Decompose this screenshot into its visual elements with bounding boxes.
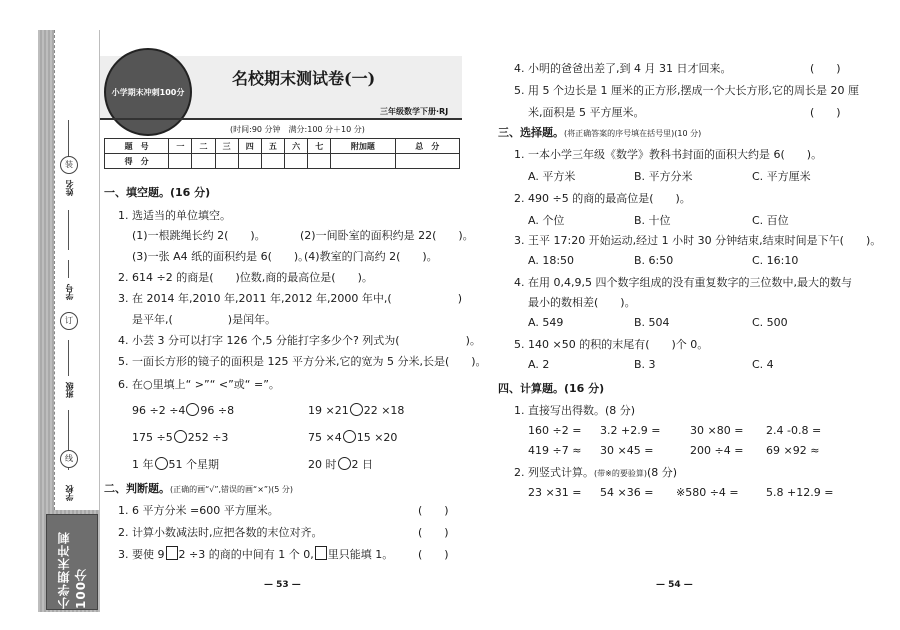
compare-circle[interactable] [343,430,356,443]
series-logo-text: 小学期末冲刺100分 [111,87,185,97]
question-1-4: (4)教室的门高约 2( )。 [304,250,438,263]
vertical-calc-item: 5.8 +12.9 = [766,486,834,499]
answer-paren[interactable]: ( ) [810,62,841,75]
score-cell[interactable] [261,154,284,169]
score-header-cell: 三 [215,139,238,154]
compare-item [308,430,397,444]
strip-label-class: 班级 [65,382,74,398]
question-1-2: (2)一间卧室的面积约是 22( )。 [300,229,474,242]
score-header-cell: 四 [238,139,261,154]
judge-3 [118,546,393,562]
score-table [104,138,460,169]
series-logo [104,48,192,136]
option[interactable]: A. 平方米 [528,170,576,183]
compare-circle[interactable] [174,430,187,443]
option[interactable]: B. 十位 [634,214,671,227]
score-header-cell: 总 分 [395,139,459,154]
page-title: 名校期末测试卷(一) [232,69,376,88]
choice-1: 1. 一本小学三年级《数学》教科书封面的面积大约是 6( )。 [514,148,823,161]
compare-item [132,403,234,417]
strip-label-school: 学校 [65,485,74,501]
calc-item: 200 ÷4 = [690,444,744,457]
time-note: (时间:90 分钟 满分:100 分＋10 分) [230,125,365,134]
answer-paren[interactable]: ( ) [810,106,841,119]
compare-left: 20 时 [308,458,337,471]
section-judge-note: (正确的画“√”,错误的画“×”)(5 分) [170,485,294,494]
section-choice-title [498,124,701,140]
compare-left: 175 ÷5 [132,431,173,444]
answer-paren[interactable]: ( ) [418,504,449,517]
strip-label-id: 学号 [65,284,74,300]
compare-right: 15 ×20 [356,431,398,444]
option[interactable]: C. 平方厘米 [752,170,811,183]
option[interactable]: C. 16:10 [752,254,799,267]
calc-item: 30 ×80 = [690,424,744,437]
option[interactable]: A. 2 [528,358,550,371]
score-header-cell: 附加题 [331,139,395,154]
compare-item [308,456,373,472]
section-judge-title [104,480,293,496]
question-2: 2. 614 ÷2 的商是( )位数,商的最高位是( )。 [118,271,373,284]
option[interactable]: C. 百位 [752,214,789,227]
compare-circle[interactable] [186,403,199,416]
calc-task-2-note: (带※的要验算) [594,469,647,478]
page-number: — 53 — [264,580,301,590]
binding-mark: 订 [60,312,78,330]
compare-circle[interactable] [350,403,363,416]
score-cell[interactable] [395,154,459,169]
calc-item: 3.2 +2.9 = [600,424,661,437]
score-row [105,154,460,169]
score-header-cell: 题 号 [105,139,169,154]
section-choice-note: (将正确答案的序号填在括号里)(10 分) [564,129,702,138]
calc-item: 69 ×92 ≈ [766,444,820,457]
judge-4: 4. 小明的爸爸出差了,到 4 月 31 日才回来。 [514,62,732,75]
choice-4-line2: 最小的数相差( )。 [528,296,636,309]
judge-1: 1. 6 平方分米 =600 平方厘米。 [118,504,279,517]
judge-3-part1: 3. 要使 9 [118,548,165,561]
strip-logo: 小学期末冲刺100分 [46,514,98,610]
score-header-cell: 五 [261,139,284,154]
choice-5: 5. 140 ×50 的积的末尾有( )个 0。 [514,338,709,351]
digit-box[interactable] [166,546,178,560]
option[interactable]: B. 3 [634,358,656,371]
score-cell[interactable] [192,154,215,169]
vertical-calc-item: ※580 ÷4 = [676,486,739,499]
option[interactable]: A. 18:50 [528,254,575,267]
question-3-line2: 是平年,( )是闰年。 [132,313,277,326]
score-header-cell: 七 [308,139,331,154]
binding-mark: 装 [60,156,78,174]
option[interactable]: A. 个位 [528,214,565,227]
compare-right: 96 ÷8 [200,404,235,417]
score-header-cell: 六 [285,139,308,154]
answer-paren[interactable]: ( ) [418,548,449,561]
compare-right: 252 ÷3 [187,431,229,444]
strip-info-area [54,30,99,510]
vertical-calc-item: 54 ×36 = [600,486,654,499]
score-header-cell: 二 [192,139,215,154]
vertical-calc-item: 23 ×31 = [528,486,582,499]
calc-item: 30 ×45 = [600,444,654,457]
option[interactable]: B. 504 [634,316,670,329]
score-cell[interactable] [285,154,308,169]
calc-task-2-points: (8 分) [646,466,678,479]
binding-strip [38,30,100,612]
score-cell[interactable] [308,154,331,169]
section-choice-heading: 三、选择题。 [498,126,564,139]
question-1: 1. 选适当的单位填空。 [118,209,231,222]
strip-line [68,210,69,250]
compare-item [132,430,228,444]
option[interactable]: C. 500 [752,316,788,329]
compare-item [308,403,404,417]
option[interactable]: B. 平方分米 [634,170,693,183]
score-row-label: 得 分 [105,154,169,169]
compare-right: 51 个星期 [168,458,219,471]
page-number: — 54 — [656,580,693,590]
judge-5-line2: 米,面积是 5 平方厘米。 [528,106,645,119]
calc-task-2-label: 2. 列竖式计算。 [514,466,594,479]
strip-line [68,340,69,376]
question-6: 6. 在○里填上“ >”“ <”或“ =”。 [118,378,280,391]
binding-mark: 线 [60,450,78,468]
compare-left: 19 ×21 [308,404,349,417]
compare-left: 96 ÷2 ÷4 [132,404,186,417]
question-1-1: (1)一根跳绳长约 2( )。 [132,229,266,242]
calc-item: 2.4 -0.8 = [766,424,822,437]
calc-item: 160 ÷2 = [528,424,582,437]
section-fill-blank-title: 一、填空题。(16 分) [104,186,211,199]
score-cell[interactable] [238,154,261,169]
choice-4-line1: 4. 在用 0,4,9,5 四个数字组成的没有重复数字的三位数中,最大的数与 [514,276,852,289]
option[interactable]: C. 4 [752,358,774,371]
strip-line [68,260,69,278]
judge-2: 2. 计算小数减法时,应把各数的末位对齐。 [118,526,323,539]
compare-circle[interactable] [338,457,351,470]
calc-task-2 [514,464,677,480]
question-4: 4. 小芸 3 分可以打字 126 个,5 分能打字多少个? 列式为( )。 [118,334,481,347]
score-cell[interactable] [331,154,395,169]
section-calc-title: 四、计算题。(16 分) [498,382,605,395]
compare-right: 2 日 [351,458,373,471]
score-cell[interactable] [169,154,192,169]
judge-5-line1: 5. 用 5 个边长是 1 厘米的正方形,摆成一个大长方形,它的周长是 20 厘 [514,84,859,97]
choice-2: 2. 490 ÷5 的商的最高位是( )。 [514,192,691,205]
section-judge-heading: 二、判断题。 [104,482,170,495]
calc-item: 419 ÷7 ≈ [528,444,582,457]
compare-left: 1 年 [132,458,154,471]
question-1-3: (3)一张 A4 纸的面积约是 6( )。 [132,250,310,263]
score-cell[interactable] [215,154,238,169]
header-divider [100,118,462,120]
judge-3-part2: 2 ÷3 的商的中间有 1 个 0, [178,548,314,561]
answer-paren[interactable]: ( ) [418,526,449,539]
judge-3-part3: 里只能填 1。 [327,548,394,561]
score-header-row [105,139,460,154]
option[interactable]: B. 6:50 [634,254,674,267]
question-5: 5. 一面长方形的镜子的面积是 125 平方分米,它的宽为 5 分米,长是( )。 [118,355,487,368]
calc-task-1: 1. 直接写出得数。(8 分) [514,404,636,417]
digit-box[interactable] [315,546,327,560]
question-3-line1: 3. 在 2014 年,2010 年,2011 年,2012 年,2000 年中,( ) [118,292,463,305]
compare-item [132,456,219,472]
choice-3: 3. 王平 17:20 开始运动,经过 1 小时 30 分钟结束,结束时间是下午( )。 [514,234,882,247]
page-subtitle: 三年级数学下册·RJ [380,107,449,116]
strip-label-name: 姓名 [65,180,74,196]
option[interactable]: A. 549 [528,316,564,329]
compare-left: 75 ×4 [308,431,342,444]
score-header-cell: 一 [169,139,192,154]
compare-right: 22 ×18 [363,404,405,417]
compare-circle[interactable] [155,457,168,470]
